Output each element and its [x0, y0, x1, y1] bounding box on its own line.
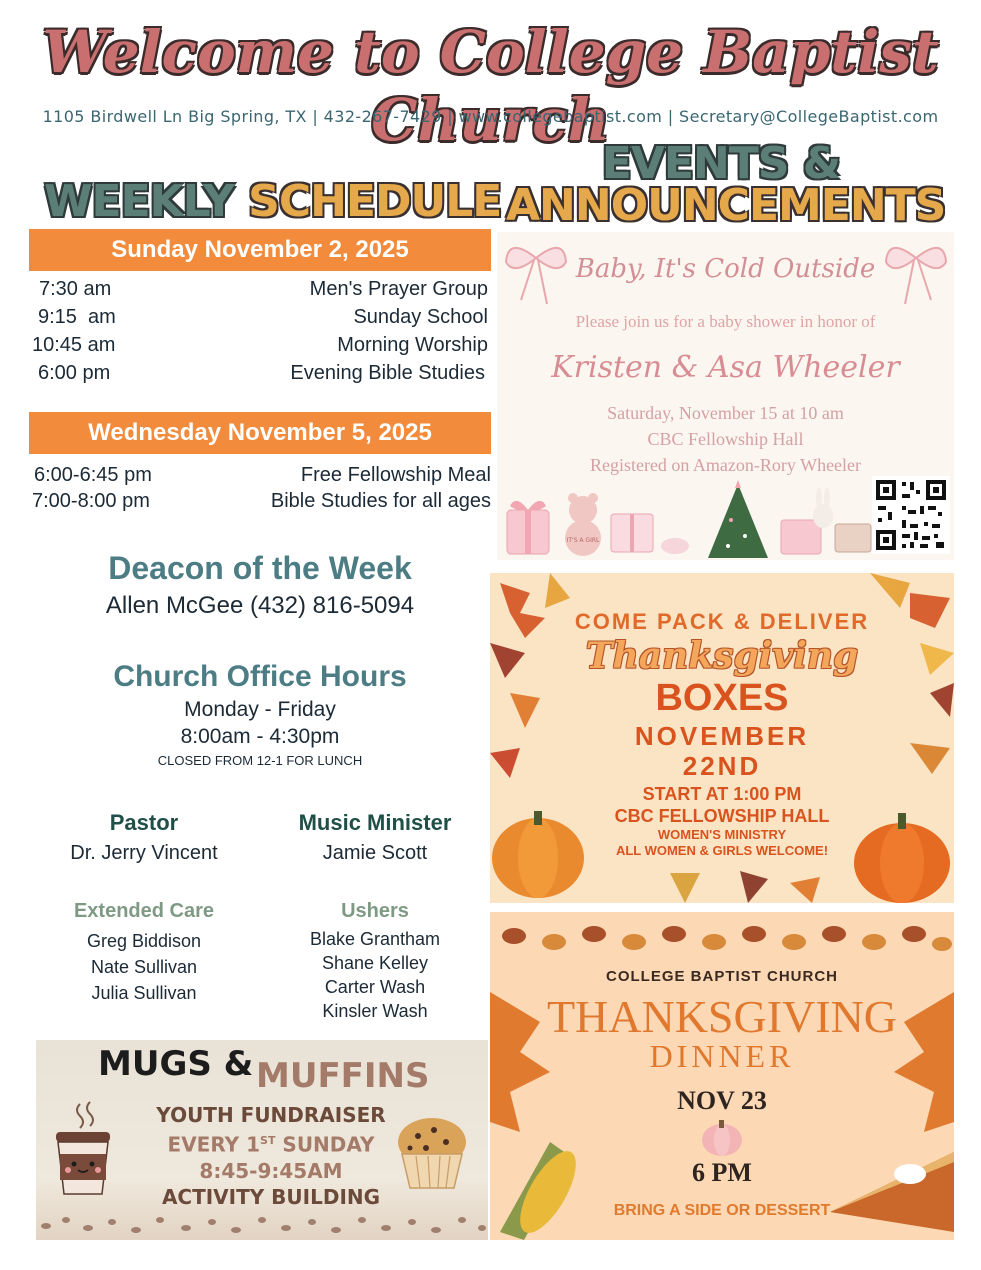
dinner-church: COLLEGE BAPTIST CHURCH: [606, 968, 838, 985]
mugs-line-time: 8:45-9:45AM: [199, 1158, 343, 1183]
weekly-word: WEEKLY: [44, 176, 234, 227]
boxes-ministry: [490, 827, 954, 859]
mugs-sunday: SUNDAY: [275, 1132, 375, 1157]
boxes-date: [490, 721, 954, 781]
boxes-script: Thanksgiving: [585, 635, 859, 677]
boxes-welcome: ALL WOMEN & GIRLS WELCOME!: [615, 843, 829, 858]
extended-care-name: Nate Sullivan: [90, 957, 198, 977]
music-minister-name: Jamie Scott: [322, 842, 428, 864]
mugs-muffins-banner: [36, 1040, 488, 1240]
extended-care-label: Extended Care: [73, 900, 215, 922]
mugs-title: MUGS &: [98, 1044, 254, 1084]
schedule-time: 9:15 am: [38, 306, 116, 328]
dinner-bring: BRING A SIDE OR DESSERT: [613, 1202, 831, 1219]
schedule-row: [32, 306, 488, 334]
schedule-time: 10:45 am: [32, 334, 116, 356]
schedule-event: Men's Prayer Group: [309, 278, 488, 300]
thanksgiving-dinner-card: [490, 912, 954, 1240]
muffins-title: MUFFINS: [256, 1056, 430, 1096]
shower-invite: Please join us for a baby shower in honor of: [575, 312, 876, 331]
schedule-row: [32, 334, 488, 362]
schedule-event: Morning Worship: [337, 334, 488, 356]
coffee-cup-icon: [50, 1098, 116, 1198]
page-title: Welcome to College Baptist Church: [42, 18, 939, 154]
dinner-time: 6 PM: [692, 1158, 752, 1187]
baby-shower-card: [497, 232, 954, 560]
contact-line: 1105 Birdwell Ln Big Spring, TX | 432-267-7429 | www.collegebaptist.com | Secretary@CollegeBaptist.com: [42, 107, 939, 126]
shower-date: Saturday, November 15 at 10 am: [607, 403, 844, 423]
mugs-every: EVERY 1: [167, 1132, 261, 1157]
usher-name: Blake Grantham: [309, 929, 441, 949]
schedule-time: 6:00-6:45 pm: [34, 464, 152, 486]
pink-pumpkin-icon: [702, 1120, 742, 1156]
schedule-event: Sunday School: [353, 306, 488, 328]
schedule-time: 7:30 am: [39, 278, 112, 300]
dinner-sub: DINNER: [649, 1038, 795, 1074]
shower-details: [497, 400, 954, 478]
office-hours-heading: Church Office Hours: [113, 660, 407, 693]
sunday-date-bar: Sunday November 2, 2025: [29, 229, 491, 271]
schedule-row: [34, 464, 491, 492]
events-heading-line1: EVENTS &: [601, 138, 841, 189]
deacon-heading: Deacon of the Week: [108, 550, 412, 586]
deacon-name: Allen McGee (432) 816-5094: [105, 592, 415, 619]
boxes-month: NOVEMBER: [634, 721, 810, 751]
boxes-ministry-name: WOMEN'S MINISTRY: [657, 827, 787, 842]
mugs-st: ST: [260, 1134, 276, 1147]
coffee-bean-border: [36, 1210, 488, 1240]
boxes-day: 22ND: [682, 751, 762, 781]
shower-place: CBC Fellowship Hall: [647, 429, 804, 449]
mugs-line-sunday: [126, 1128, 416, 1158]
office-days: Monday - Friday: [184, 698, 336, 721]
schedule-event: Free Fellowship Meal: [300, 464, 491, 486]
office-hours: 8:00am - 4:30pm: [180, 725, 340, 748]
usher-name: Carter Wash: [324, 977, 426, 997]
usher-name: Shane Kelley: [321, 953, 429, 973]
music-minister-label: Music Minister: [298, 810, 452, 835]
events-heading-line2: ANNOUNCEMENTS: [506, 180, 946, 231]
wednesday-date-bar: Wednesday November 5, 2025: [29, 412, 491, 454]
mugs-line-fundraiser: YOUTH FUNDRAISER: [156, 1103, 386, 1127]
dinner-date: NOV 23: [677, 1086, 767, 1115]
muffin-icon: [392, 1110, 472, 1190]
boxes-time-place: [490, 783, 954, 827]
extended-care-name: Greg Biddison: [86, 931, 202, 951]
corn-illustration: [500, 1142, 587, 1240]
boxes-place: CBC FELLOWSHIP HALL: [614, 806, 830, 826]
pastor-label: Pastor: [109, 810, 179, 835]
dinner-decorations: [490, 912, 954, 1240]
thanksgiving-boxes-card: [490, 573, 954, 903]
schedule-event: Bible Studies for all ages: [270, 490, 491, 512]
shower-title: Baby, It's Cold Outside: [575, 254, 876, 284]
bear-shirt-text: IT'S A GIRL: [566, 537, 600, 544]
schedule-row: [32, 362, 488, 390]
schedule-row: [32, 278, 488, 306]
usher-name: Kinsler Wash: [322, 1001, 428, 1021]
mugs-details: [126, 1102, 416, 1210]
office-note: CLOSED FROM 12-1 FOR LUNCH: [157, 753, 363, 768]
schedule-time: 7:00-8:00 pm: [32, 490, 150, 512]
schedule-word: SCHEDULE: [248, 176, 502, 227]
boxes-arc-text: COME PACK & DELIVER: [574, 609, 870, 634]
pastor-name: Dr. Jerry Vincent: [70, 842, 218, 864]
dinner-title: THANKSGIVING: [546, 991, 898, 1042]
schedule-event: Evening Bible Studies: [290, 362, 485, 384]
shower-honorees: Kristen & Asa Wheeler: [551, 350, 900, 385]
mugs-line-place: ACTIVITY BUILDING: [161, 1184, 381, 1209]
schedule-time: 6:00 pm: [38, 362, 111, 384]
schedule-row: [32, 490, 491, 518]
weekly-schedule-heading: [44, 176, 502, 227]
shower-registry: Registered on Amazon-Rory Wheeler: [589, 455, 862, 475]
boxes-title: BOXES: [655, 677, 789, 719]
extended-care-name: Julia Sullivan: [91, 983, 197, 1003]
ushers-label: Ushers: [341, 900, 409, 922]
qr-code-icon: [872, 476, 950, 554]
boxes-start: START AT 1:00 PM: [642, 784, 802, 804]
